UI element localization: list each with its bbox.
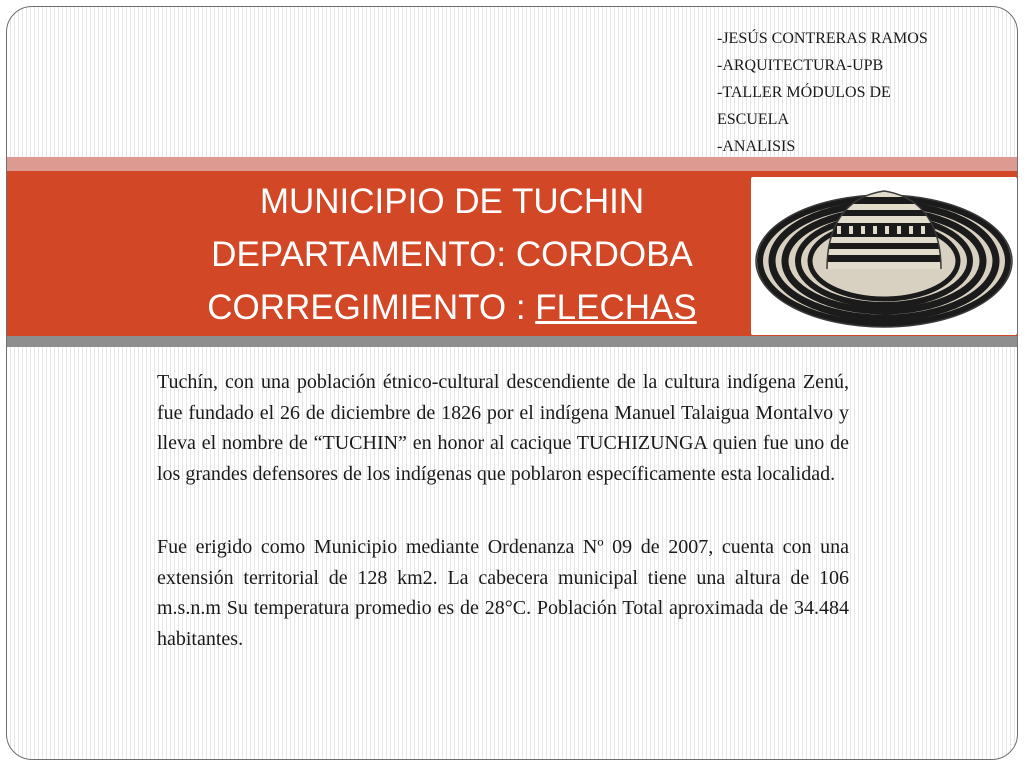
author-credits: [717, 25, 1007, 160]
title-line-1: MUNICIPIO DE TUCHIN: [259, 182, 645, 221]
slide-title: [157, 175, 747, 334]
credit-line: -ARQUITECTURA-UPB: [717, 57, 884, 74]
body-paragraph-facts: Fue erigido como Municipio mediante Ordenanza Nº 09 de 2007, cuenta con una extensión territorial de 128 km2. La cabecera municipal tiene una altura de 106 m.s.n.m Su temperatura promedio es de 28°C. Población Total aproximada de 34.484 habitantes.: [157, 536, 849, 650]
body-content: [157, 367, 849, 654]
title-highlight: FLECHAS: [535, 288, 697, 327]
title-line-3: [157, 281, 747, 334]
credit-line: -JESÚS CONTRERAS RAMOS: [717, 30, 928, 47]
sombrero-vueltiao-image: [751, 177, 1017, 335]
title-band-top-stripe: [7, 157, 1017, 171]
credit-line: -ANALISIS: [717, 138, 796, 155]
body-paragraph-history: Tuchín, con una población étnico-cultural descendiente de la cultura indígena Zenú, fue fundado el 26 de diciembre de 1826 por el indígena Manuel Talaigua Montalvo y lleva el nombre de “TUCHIN” en honor al cacique TUCHIZUNGA quien fue uno de los grandes defensores de los indígenas que poblaron específicamente esta localidad.: [157, 371, 849, 485]
title-line-3-prefix: CORREGIMIENTO :: [207, 288, 536, 327]
credit-line: ESCUELA: [717, 111, 789, 128]
title-line-2: DEPARTAMENTO: CORDOBA: [211, 235, 693, 274]
title-band-bottom-stripe: [7, 336, 1017, 347]
credit-line: -TALLER MÓDULOS DE: [717, 84, 891, 101]
slide: [6, 6, 1018, 760]
